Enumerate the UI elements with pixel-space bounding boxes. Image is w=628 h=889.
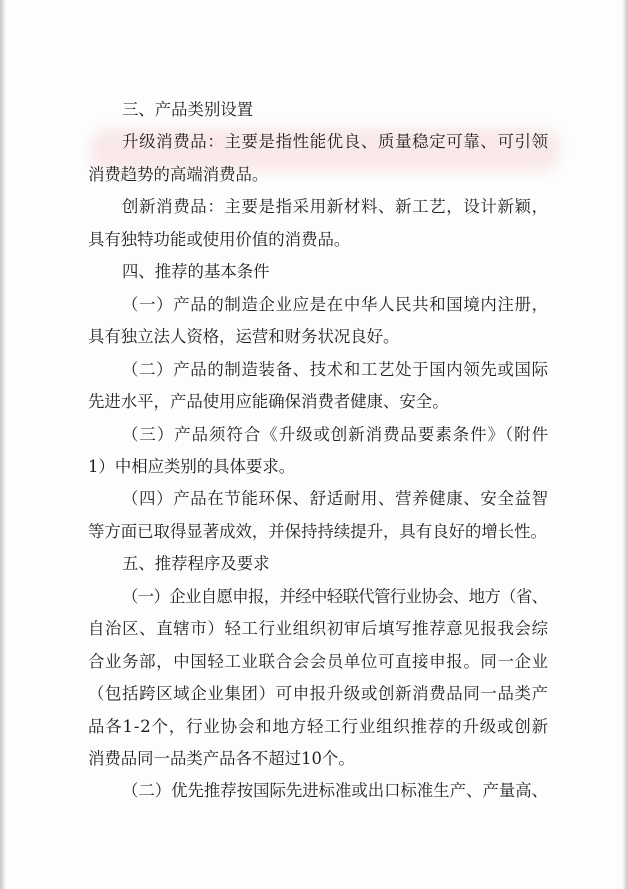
paragraph-line: 消费趋势的高端消费品。 [88,164,269,184]
paragraph-line: （一）产品的制造企业应是在中华人民共和国境内注册， [122,294,549,314]
paragraph-line: 合业务部，中国轻工业联合会会员单位可直接申报。同一企业 [88,651,549,671]
paragraph-line: 创新消费品：主要是指采用新材料、新工艺，设计新颖， [122,197,549,217]
paragraph-line: 品各1-2个，行业协会和地方轻工行业组织推荐的升级或创新 [88,716,549,736]
section-heading: 三、产品类别设置 [122,100,254,119]
paragraph-line: （四）产品在节能环保、舒适耐用、营养健康、安全益智 [122,489,549,509]
section-heading: 五、推荐程序及要求 [122,554,270,574]
paragraph-line: （二）优先推荐按国际先进标准或出口标准生产、产量高、 [122,781,548,801]
section-heading: 四、推荐的基本条件 [122,262,270,282]
paragraph-line: 消费品同一品类产品各不超过10个。 [88,749,355,768]
paragraph-line: 等方面已取得显著成效，并保持持续提升，具有良好的增长性。 [88,521,547,541]
paragraph-line: 1）中相应类别的具体要求。 [88,456,296,476]
paragraph-line: 具有独立法人资格，运营和财务状况良好。 [88,327,400,347]
paragraph-line: 具有独特功能或使用价值的消费品。 [88,229,351,249]
paragraph-line: 先进水平，产品使用应能确保消费者健康、安全。 [88,392,449,412]
paragraph-line: （二）产品的制造装备、技术和工艺处于国内领先或国际 [122,359,549,379]
paragraph-line: （一）企业自愿申报，并经中轻联代管行业协会、地方（省、 [122,586,548,606]
paragraph-line: （三）产品须符合《升级或创新消费品要素条件》（附件 [122,424,550,444]
paragraph-line: 升级消费品：主要是指性能优良、质量稳定可靠、可引领 [122,132,549,152]
paragraph-line: 自治区、直辖市）轻工行业组织初审后填写推荐意见报我会综 [88,619,549,639]
paragraph-line: （包括跨区域企业集团）可申报升级或创新消费品同一品类产 [88,684,549,704]
